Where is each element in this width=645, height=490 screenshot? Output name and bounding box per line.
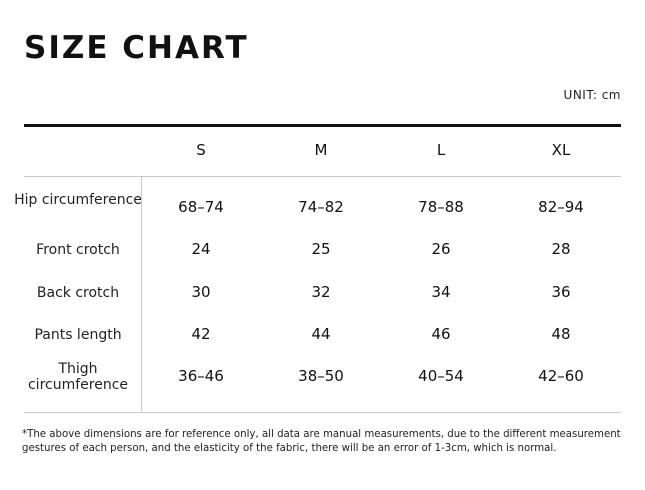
table-cell: 42 [191, 325, 211, 343]
table-cell: 28 [551, 240, 571, 258]
table-cell: 78–88 [418, 198, 464, 216]
table-cell: 34 [431, 283, 451, 301]
bottom-divider [24, 412, 621, 413]
table-cell: 36–46 [178, 367, 224, 385]
table-cell: 42–60 [538, 367, 584, 385]
unit-label: UNIT: cm [563, 88, 621, 102]
column-header-l: L [436, 141, 446, 159]
table-cell: 40–54 [418, 367, 464, 385]
footnote: *The above dimensions are for reference only, all data are manual measurements, due to the different measurement gestures of each person, and the elasticity of the fabric, there will be an error of 1-3cm, which is normal. [22, 429, 621, 454]
row-label-hip: Hip circumference [14, 192, 142, 208]
column-header-m: M [314, 141, 328, 159]
table-cell: 44 [311, 325, 331, 343]
table-cell: 46 [431, 325, 451, 343]
page-title: SIZE CHART [24, 30, 249, 66]
table-cell: 36 [551, 283, 571, 301]
table-cell: 32 [311, 283, 331, 301]
column-header-xl: XL [551, 141, 571, 159]
column-header-s: S [196, 141, 206, 159]
row-label-back-crotch: Back crotch [36, 285, 120, 301]
table-cell: 25 [311, 240, 331, 258]
table-cell: 38–50 [298, 367, 344, 385]
row-label-thigh: Thigh circumference [27, 361, 129, 393]
table-cell: 26 [431, 240, 451, 258]
top-divider [24, 124, 621, 127]
row-label-pants-length: Pants length [34, 327, 122, 343]
table-cell: 68–74 [178, 198, 224, 216]
table-cell: 24 [191, 240, 211, 258]
row-label-front-crotch: Front crotch [36, 242, 120, 258]
table-cell: 74–82 [298, 198, 344, 216]
header-divider [24, 176, 621, 177]
table-cell: 48 [551, 325, 571, 343]
table-cell: 30 [191, 283, 211, 301]
table-cell: 82–94 [538, 198, 584, 216]
